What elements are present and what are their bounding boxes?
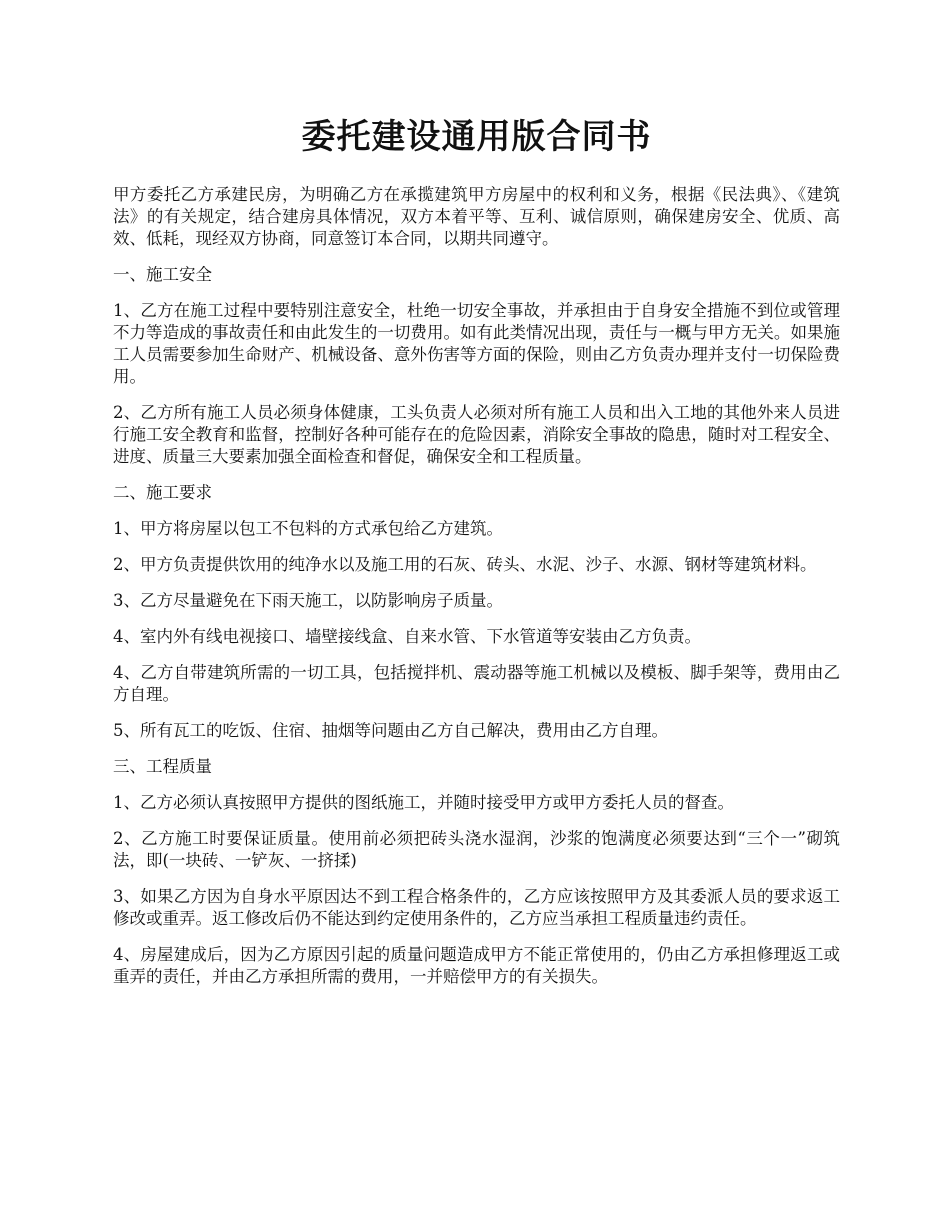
document-page [113,0,840,988]
safety-clause-1: 1、乙方在施工过程中要特别注意安全，杜绝一切安全事故，并承担由于自身安全措施不到位或管理不力等造成的事故责任和由此发生的一切费用。如有此类情况出现，责任与一概与甲方无关。如果施工人员需要参加生命财产、机械设备、意外伤害等方面的保险，则由乙方负责办理并支付一切保险费用。 [113,301,840,386]
quality-clause-2: 2、乙方施工时要保证质量。使用前必须把砖头浇水湿润，沙浆的饱满度必须要达到“三个一”砌筑法，即(一块砖、一铲灰、一挤揉) [113,829,840,870]
section-heading-requirements: 二、施工要求 [113,483,212,502]
requirement-clause-4b: 4、乙方自带建筑所需的一切工具，包括搅拌机、震动器等施工机械以及模板、脚手架等，费用由乙方自理。 [113,663,840,704]
intro-paragraph: 甲方委托乙方承建民房，为明确乙方在承揽建筑甲方房屋中的权利和义务，根据《民法典》、《建筑法》的有关规定，结合建房具体情况，双方本着平等、互利、诚信原则，确保建房安全、优质、高效、低耗，现经双方协商，同意签订本合同，以期共同遵守。 [113,185,840,248]
quality-clause-4: 4、房屋建成后，因为乙方原因引起的质量问题造成甲方不能正常使用的，仍由乙方承担修理返工或重弄的责任，并由乙方承担所需的费用，一并赔偿甲方的有关损失。 [113,945,840,986]
requirement-clause-2: 2、甲方负责提供饮用的纯净水以及施工用的石灰、砖头、水泥、沙子、水源、钢材等建筑材料。 [113,555,817,574]
requirement-clause-4a: 4、室内外有线电视接口、墙壁接线盒、自来水管、下水管道等安装由乙方负责。 [113,627,701,646]
quality-clause-3: 3、如果乙方因为自身水平原因达不到工程合格条件的，乙方应该按照甲方及其委派人员的要求返工修改或重弄。返工修改后仍不能达到约定使用条件的，乙方应当承担工程质量违约责任。 [113,887,840,928]
section-heading-quality: 三、工程质量 [113,757,212,776]
requirement-clause-3: 3、乙方尽量避免在下雨天施工，以防影响房子质量。 [113,591,503,610]
requirement-clause-1: 1、甲方将房屋以包工不包料的方式承包给乙方建筑。 [113,519,503,538]
requirement-clause-5: 5、所有瓦工的吃饭、住宿、抽烟等问题由乙方自己解决，费用由乙方自理。 [113,721,668,740]
quality-clause-1: 1、乙方必须认真按照甲方提供的图纸施工，并随时接受甲方或甲方委托人员的督查。 [113,793,734,812]
section-heading-safety: 一、施工安全 [113,265,212,284]
safety-clause-2: 2、乙方所有施工人员必须身体健康，工头负责人必须对所有施工人员和出入工地的其他外来人员进行施工安全教育和监督，控制好各种可能存在的危险因素，消除安全事故的隐患，随时对工程安全、进度、质量三大要素加强全面检查和督促，确保安全和工程质量。 [113,403,840,466]
document-title: 委托建设通用版合同书 [301,117,652,157]
